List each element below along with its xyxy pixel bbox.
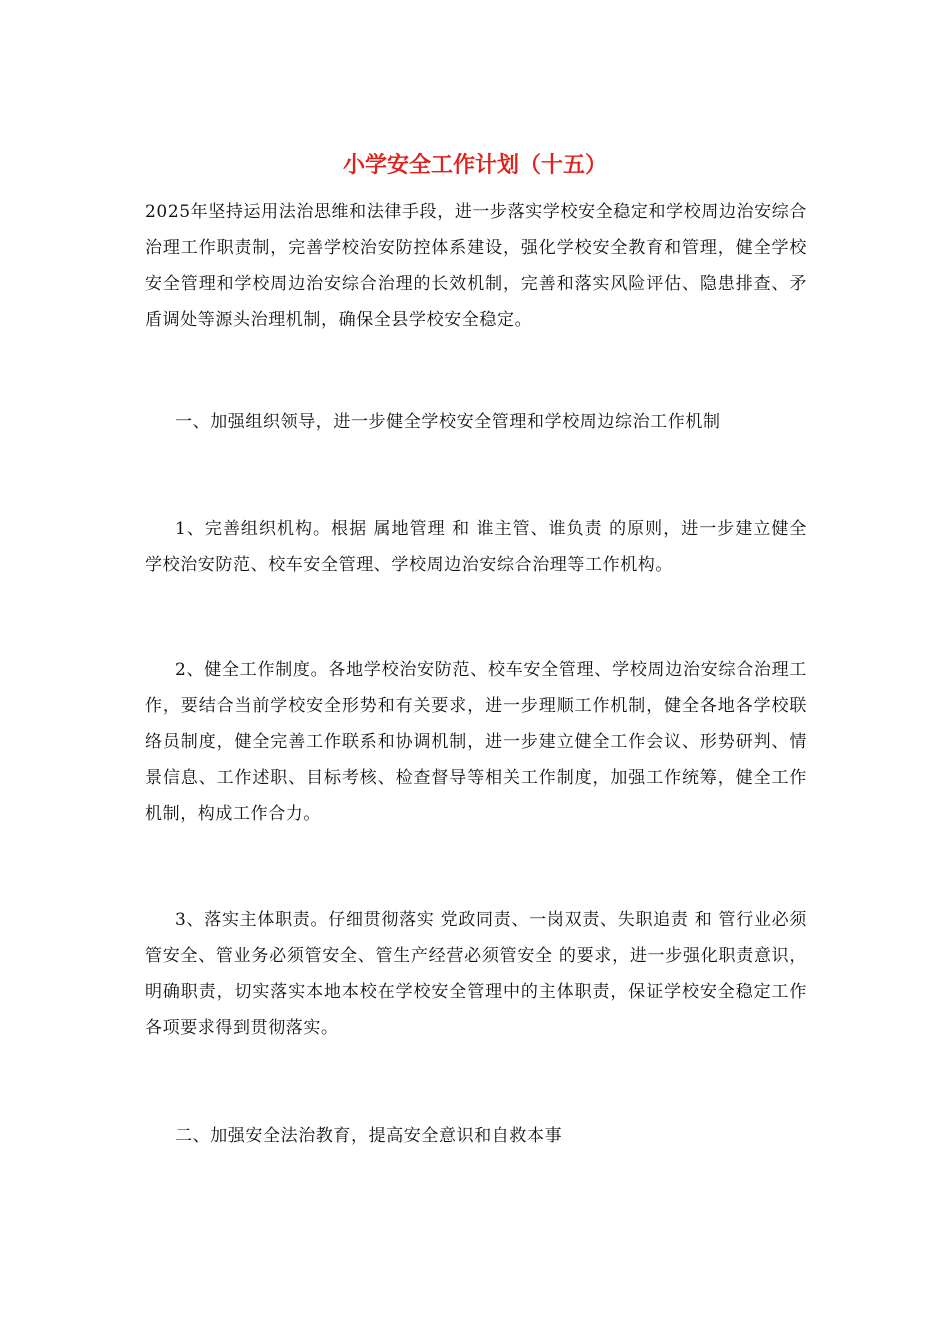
section-2-heading: 二、加强安全法治教育，提高安全意识和自救本事 (175, 1126, 563, 1146)
section-1-heading: 一、加强组织领导，进一步健全学校安全管理和学校周边综治工作机制 (175, 412, 721, 432)
section-1-item-2: 2、健全工作制度。各地学校治安防范、校车安全管理、学校周边治安综合治理工作，要结合当前学校安全形势和有关要求，进一步理顺工作机制，健全各地各学校联络员制度，健全完善工作联系和协调机制，进一步建立健全工作会议、形势研判、情景信息、工作述职、目标考核、检查督导等相关工作制度，加强工作统筹，健全工作机制，构成工作合力。 (145, 660, 807, 824)
section-1-item-1: 1、完善组织机构。根据 属地管理 和 谁主管、谁负责 的原则，进一步建立健全学校治安防范、校车安全管理、学校周边治安综合治理等工作机构。 (145, 519, 807, 575)
document-title: 小学安全工作计划（十五） (342, 152, 607, 178)
intro-paragraph: 2025年坚持运用法治思维和法律手段，进一步落实学校安全稳定和学校周边治安综合治理工作职责制，完善学校治安防控体系建设，强化学校安全教育和管理，健全学校安全管理和学校周边治安综合治理的长效机制，完善和落实风险评估、隐患排查、矛盾调处等源头治理机制，确保全县学校安全稳定。 (145, 202, 807, 330)
section-1-item-3: 3、落实主体职责。仔细贯彻落实 党政同责、一岗双责、失职追责 和 管行业必须管安全、管业务必须管安全、管生产经营必须管安全 的要求，进一步强化职责意识，明确职责，切实落实本地本校在学校安全管理中的主体职责，保证学校安全稳定工作各项要求得到贯彻落实。 (145, 910, 807, 1038)
